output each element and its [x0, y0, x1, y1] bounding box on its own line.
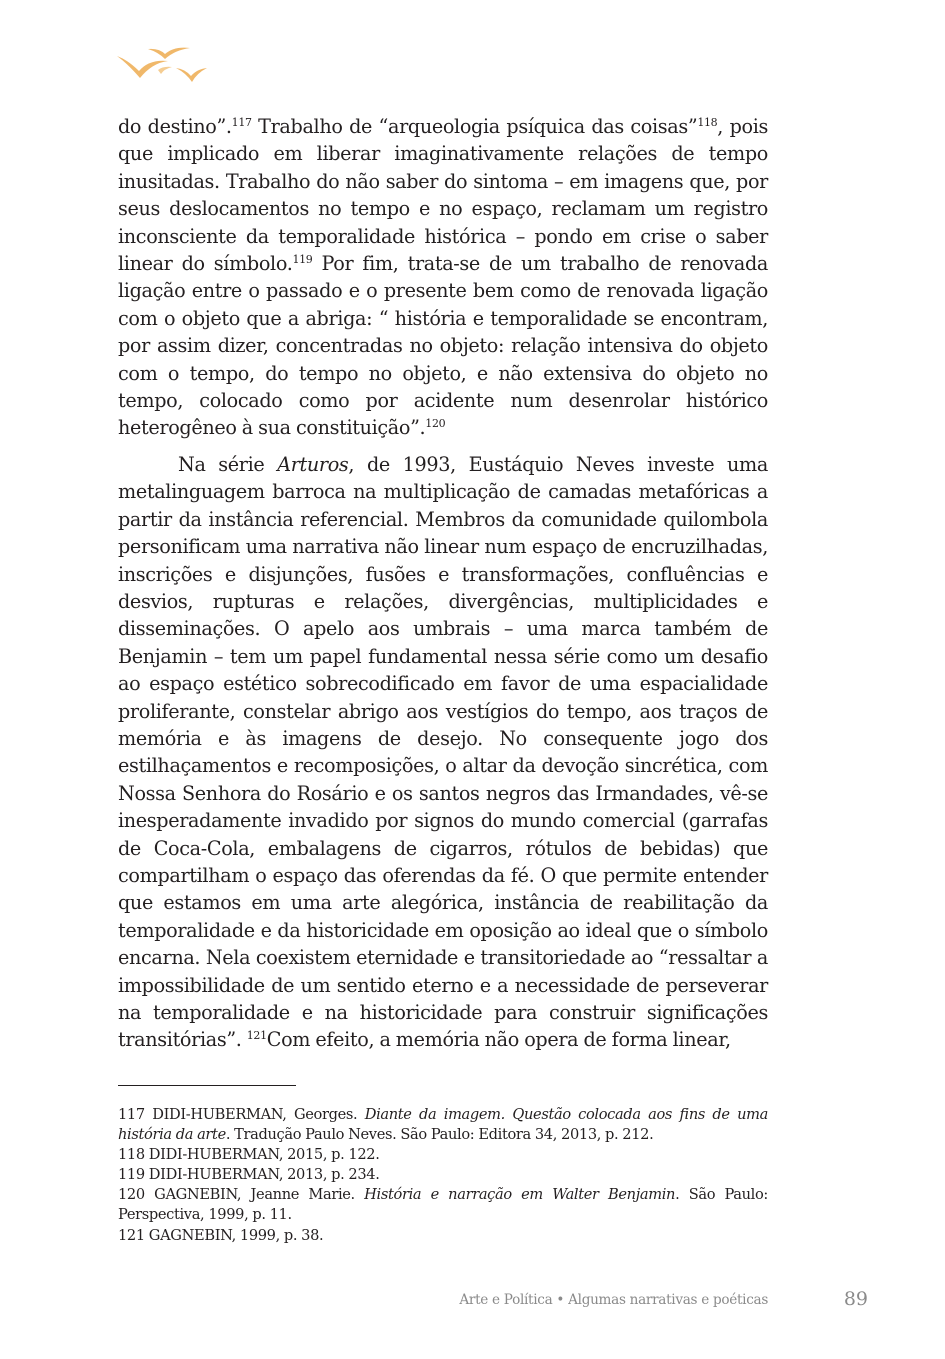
footnote-ref-117[interactable]: 117: [231, 116, 252, 129]
text-span: do destino”.: [118, 115, 232, 138]
body-text: [118, 113, 768, 1054]
footnote-italic: História e narração em Walter Benjamin: [364, 1186, 676, 1204]
footnote-italic: Diante da imagem. Questão colocada aos fins de uma história da arte: [118, 1106, 768, 1144]
text-span: Na série: [178, 452, 278, 476]
footnote-ref-118[interactable]: 118: [697, 116, 718, 129]
footnote-text: DIDI-HUBERMAN, 2013, p. 234.: [144, 1166, 380, 1184]
footnote-number: 119: [118, 1166, 145, 1184]
footnote: [118, 1185, 768, 1225]
footnote-text: GAGNEBIN, 1999, p. 38.: [144, 1226, 324, 1244]
text-span: , de 1993, Eustáquio Neves investe uma metalinguagem barroca na multiplicação de camadas metafóricas a partir da instância referencial. Membros da comunidade quilombola personificam uma narrativa não linear num espaço de encruzilhadas, inscrições e disjunções, fusões e transformações, confluências e desvios, rupturas e relações, divergências, multiplicidades e disseminações. O apelo aos umbrais – uma marca também de Benjamin – tem um papel fundamental nessa série como um desafio ao espaço estético sobrecodificado em favor de uma espacialidade proliferante, constelar abrigo aos vestígios do tempo, aos traços de memória e às imagens de desejo. No consequente jogo dos estilhaçamentos e recomposições, o altar da devoção sincrética, com Nossa Senhora do Rosário e os santos negros das Irmandades, vê-se inesperadamente invadido por signos do mundo comercial (garrafas de Coca-Cola, embalagens de cigarros, rótulos de bebidas) que compartilham o espaço das oferendas da fé. O que permite entender que estamos em uma arte alegórica, instância de reabilitação da temporalidade e da historicidade em oposição ao ideal que o símbolo encarna. Nela coexistem eternidade e transitoriedade ao “ressaltar a impossibilidade de um sentido eterno e a necessidade de perseverar na temporalidade e na historicidade para construir significações transitórias”.: [118, 452, 768, 1052]
paragraph-2: [118, 451, 768, 1054]
text-span: Trabalho de “arqueologia psíquica das coisas”: [251, 115, 698, 138]
footnote: [118, 1145, 768, 1165]
footnote-number: 118: [118, 1146, 145, 1164]
footnote-ref-119[interactable]: 119: [292, 253, 313, 267]
paragraph-1: [118, 113, 768, 442]
running-title: Arte e Política • Algumas narrativas e poéticas: [459, 1292, 768, 1308]
footnote-ref-121[interactable]: 121: [246, 1029, 267, 1043]
seagulls-icon: [114, 40, 210, 86]
text-span: Por fim, trata-se de um trabalho de renovada ligação entre o passado e o presente bem como de renovada ligação com o objeto que a abriga: “ história e temporalidade se encontram, por assim dizer, concentradas no objeto: relação intensiva do objeto com o tempo, do tempo no objeto, e não extensiva do objeto no tempo, colocado como por acidente num desenrolar histórico heterogêneo à sua constituição”.: [118, 252, 768, 440]
footnote-text: DIDI-HUBERMAN, 2015, p. 122.: [144, 1146, 380, 1164]
footnote-ref-120[interactable]: 120: [425, 417, 446, 431]
footnote-number: 121: [118, 1226, 145, 1244]
footnotes: [118, 1105, 768, 1246]
footnote-text: . Tradução Paulo Neves. São Paulo: Editora 34, 2013, p. 212.: [225, 1126, 654, 1144]
text-span: , pois que implicado em liberar imaginativamente relações de tempo inusitadas. Trabalho do não saber do sintoma – em imagens que, por seus deslocamentos no tempo e no espaço, reclamam um registro inconsciente da temporalidade histórica – pondo em crise o saber linear do símbolo.: [118, 115, 768, 276]
footnote-divider: [118, 1085, 296, 1086]
text-span: Com efeito, a memória não opera de forma linear,: [266, 1028, 731, 1052]
footnote: [118, 1165, 768, 1185]
footnote: [118, 1226, 768, 1246]
footnote-number: 117: [118, 1106, 145, 1123]
footnote-text: DIDI-HUBERMAN, Georges.: [144, 1106, 365, 1123]
footnote-number: 120: [118, 1186, 145, 1204]
footnote: [118, 1105, 768, 1145]
page-number: 89: [843, 1288, 868, 1310]
footnote-text: . São Paulo: Perspectiva, 1999, p. 11.: [118, 1186, 768, 1224]
work-title: Arturos: [277, 452, 349, 476]
footnote-text: GAGNEBIN, Jeanne Marie.: [144, 1186, 365, 1204]
